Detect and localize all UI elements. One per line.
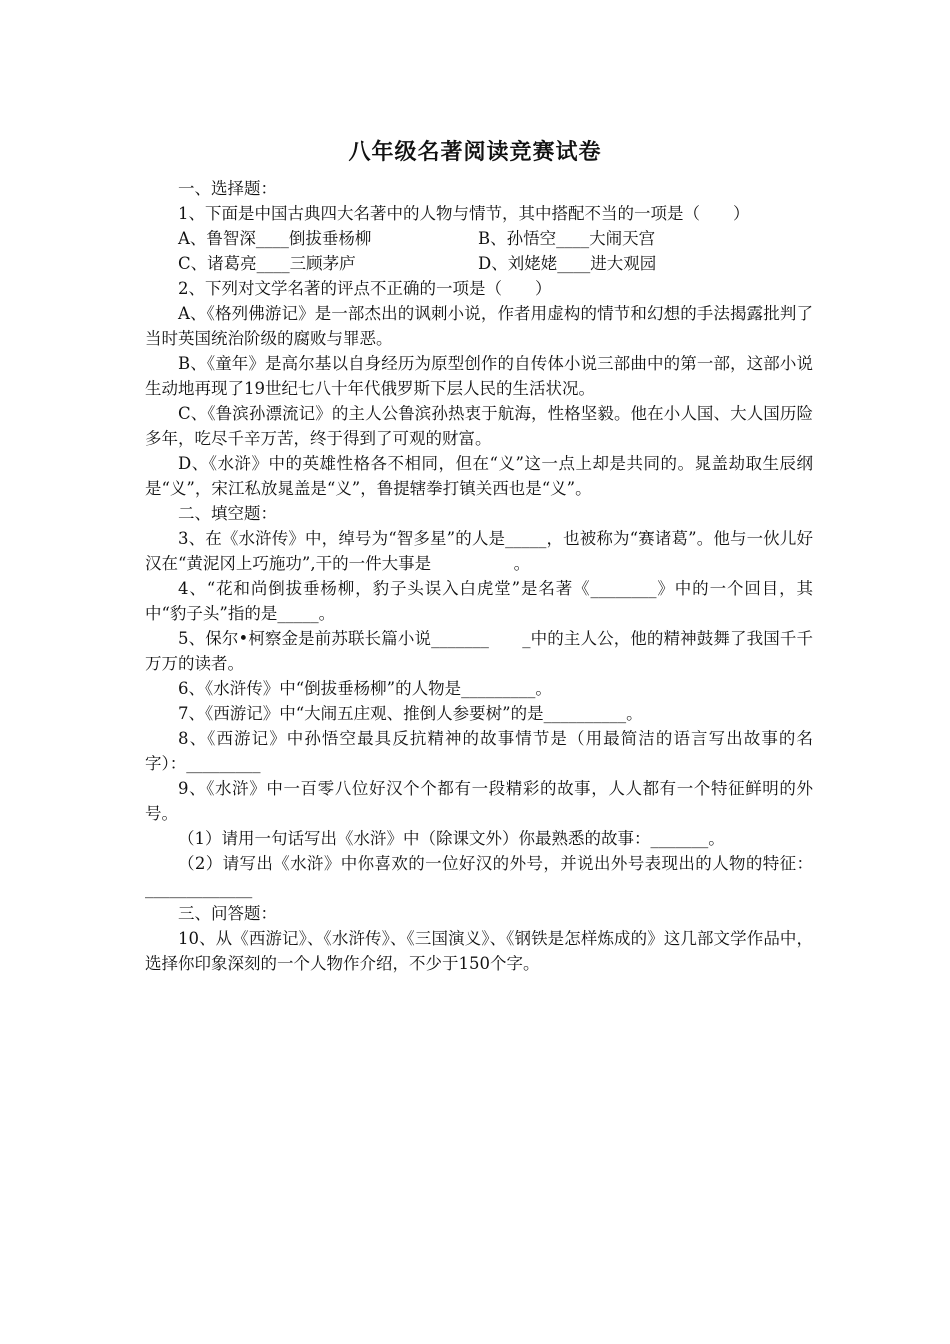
option-b: B、孙悟空____大闹天宫 bbox=[478, 229, 656, 248]
question-5: 5、保尔•柯察金是前苏联长篇小说_______ _中的主人公，他的精神鼓舞了我国千千万万的读者。 bbox=[145, 629, 813, 673]
question-2-option-d: D、《水浒》中的英雄性格各不相同，但在“义”这一点上却是共同的。晁盖劫取生辰纲是“义”，宋江私放晁盖是“义”，鲁提辖拳打镇关西也是“义”。 bbox=[145, 454, 813, 498]
question-2-option-b: B、《童年》是高尔基以自身经历为原型创作的自传体小说三部曲中的第一部，这部小说生动地再现了19世纪七八十年代俄罗斯下层人民的生活状况。 bbox=[145, 354, 813, 398]
section-fill-heading: 二、填空题： bbox=[178, 504, 277, 523]
question-1-options-row-1 bbox=[145, 226, 813, 251]
question-7: 7、《西游记》中“大闹五庄观、推倒人参要树”的是__________。 bbox=[178, 704, 643, 723]
question-8: 8、《西游记》中孙悟空最具反抗精神的故事情节是（用最简洁的语言写出故事的名字）：_________ bbox=[145, 729, 813, 773]
exam-body bbox=[145, 176, 813, 976]
option-c: C、诸葛亮____三顾茅庐 bbox=[178, 254, 356, 273]
question-1: 1、下面是中国古典四大名著中的人物与情节，其中搭配不当的一项是（ ） bbox=[178, 204, 750, 223]
question-9: 9、《水浒》中一百零八位好汉个个都有一段精彩的故事，人人都有一个特征鲜明的外号。 bbox=[145, 779, 813, 823]
question-9-part-2: （2）请写出《水浒》中你喜欢的一位好汉的外号，并说出外号表现出的人物的特征：_____________ bbox=[145, 854, 813, 898]
question-10: 10、从《西游记》、《水浒传》、《三国演义》、《钢铁是怎样炼成的》这几部文学作品中，选择你印象深刻的一个人物作介绍，不少于150个字。 bbox=[145, 929, 813, 973]
option-d: D、刘姥姥____进大观园 bbox=[478, 254, 657, 273]
question-1-options-row-2 bbox=[145, 251, 813, 276]
question-9-part-1: （1）请用一句话写出《水浒》中（除课文外）你最熟悉的故事：_______。 bbox=[178, 829, 725, 848]
question-6: 6、《水浒传》中“倒拔垂杨柳”的人物是_________。 bbox=[178, 679, 552, 698]
section-choice-heading: 一、选择题： bbox=[178, 179, 277, 198]
question-2-option-c: C、《鲁滨孙漂流记》的主人公鲁滨孙热衷于航海，性格坚毅。他在小人国、大人国历险多年，吃尽千辛万苦，终于得到了可观的财富。 bbox=[145, 404, 813, 448]
option-a: A、鲁智深____倒拔垂杨柳 bbox=[178, 229, 372, 248]
page-title: 八年级名著阅读竞赛试卷 bbox=[348, 139, 602, 165]
section-essay-heading: 三、问答题： bbox=[178, 904, 277, 923]
question-4: 4、“花和尚倒拔垂杨柳，豹子头误入白虎堂”是名著《________》中的一个回目，其中“豹子头”指的是_____。 bbox=[145, 579, 813, 623]
question-3: 3、在《水浒传》中，绰号为“智多星”的人是_____，也被称为“赛诸葛”。他与一伙儿好汉在“黄泥冈上巧施功”,干的一件大事是 。 bbox=[145, 529, 813, 573]
question-2: 2、下列对文学名著的评点不正确的一项是（ ） bbox=[178, 279, 552, 298]
question-2-option-a: A、《格列佛游记》是一部杰出的讽刺小说，作者用虚构的情节和幻想的手法揭露批判了当时英国统治阶级的腐败与罪恶。 bbox=[145, 304, 813, 348]
